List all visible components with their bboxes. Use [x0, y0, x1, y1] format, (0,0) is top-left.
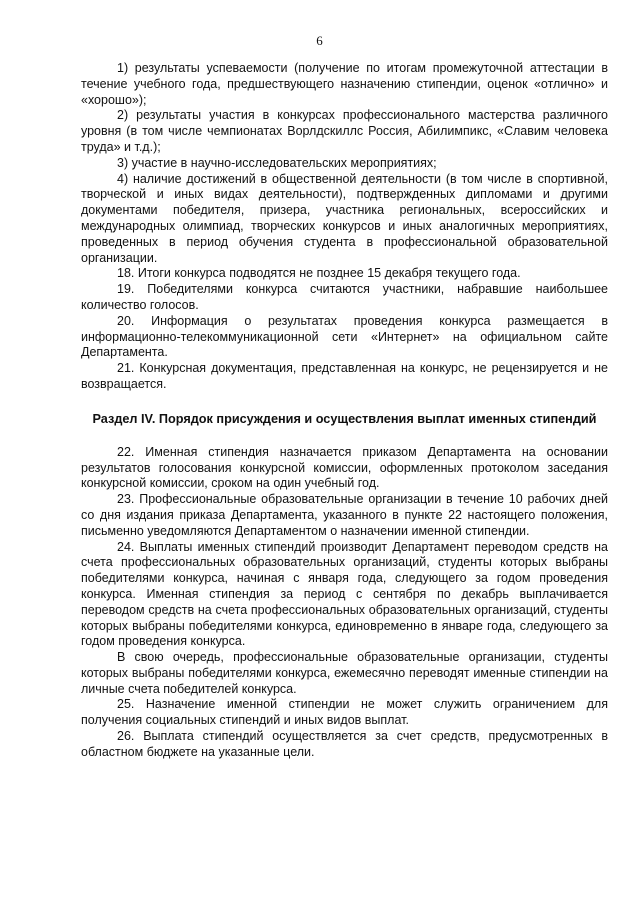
paragraph-20: 20. Информация о результатах проведения конкурса размещается в информационно-телекоммуникационной сети «Интернет» на официальном сайте Департамента. [81, 313, 608, 360]
paragraph-criterion-4: 4) наличие достижений в общественной деятельности (в том числе в спортивной, творческой и иных видах деятельности), подтвержденных дипломами и другими документами победителя, призера, участника региональных, всероссийских и международных олимпиад, творческих конкурсов и иных аналогичных мероприятиях, проведенных в период обучения студента в профессиональной образовательной организации. [81, 171, 608, 265]
paragraph-25: 25. Назначение именной стипендии не может служить ограничением для получения социальных стипендий и иных видов выплат. [81, 697, 608, 728]
paragraph-19: 19. Победителями конкурса считаются участники, набравшие наибольшее количество голосов. [81, 282, 608, 312]
paragraph-criterion-2: 2) результаты участия в конкурсах профессионального мастерства различного уровня (в том числе чемпионатах Ворлдскиллс Россия, Абилимпикс, «Славим человека труда» и т.д.); [81, 108, 608, 154]
paragraph-23: 23. Профессиональные образовательные организации в течение 10 рабочих дней со дня издания приказа Департамента, указанного в пункте 22 настоящего положения, письменно уведомляются Департаментом о назначении именной стипендии. [81, 492, 608, 538]
section-heading: Раздел IV. Порядок присуждения и осуществления выплат именных стипендий [92, 411, 597, 426]
paragraph-criterion-1: 1) результаты успеваемости (получение по итогам промежуточной аттестации в течение учебного года, предшествующего назначению стипендии, оценок «отлично» и «хорошо»); [81, 61, 608, 107]
document-body [81, 61, 608, 761]
paragraph-criterion-3: 3) участие в научно-исследовательских мероприятиях; [117, 155, 437, 170]
paragraph-24: 24. Выплаты именных стипендий производит Департамент переводом средств на счета профессиональных образовательных организаций, студенты которых выбраны победителями конкурса, начиная с января года, следующего за годом проведения конкурса. Именная стипендия за период с сентября по декабрь выплачивается переводом средств на счета профессиональных образовательных организаций, студенты которых выбраны победителями конкурса, единовременно в январе года, следующего за годом проведения конкурса. [81, 539, 608, 649]
paragraph-18: 18. Итоги конкурса подводятся не позднее 15 декабря текущего года. [117, 266, 521, 281]
paragraph-22: 22. Именная стипендия назначается приказом Департамента на основании результатов голосования конкурсной комиссии, оформленных протоколом заседания конкурсной комиссии, сроком на один учебный год. [81, 444, 608, 491]
paragraph-21: 21. Конкурсная документация, представленная на конкурс, не рецензируется и не возвращается. [81, 361, 608, 391]
paragraph-26: 26. Выплата стипендий осуществляется за счет средств, предусмотренных в областном бюджете на указанные цели. [81, 729, 608, 759]
paragraph-24-continued: В свою очередь, профессиональные образовательные организации, студенты которых выбраны победителями конкурса, ежемесячно переводят именные стипендии на личные счета победителей конкурса. [81, 650, 608, 696]
page-number: 6 [316, 33, 323, 48]
